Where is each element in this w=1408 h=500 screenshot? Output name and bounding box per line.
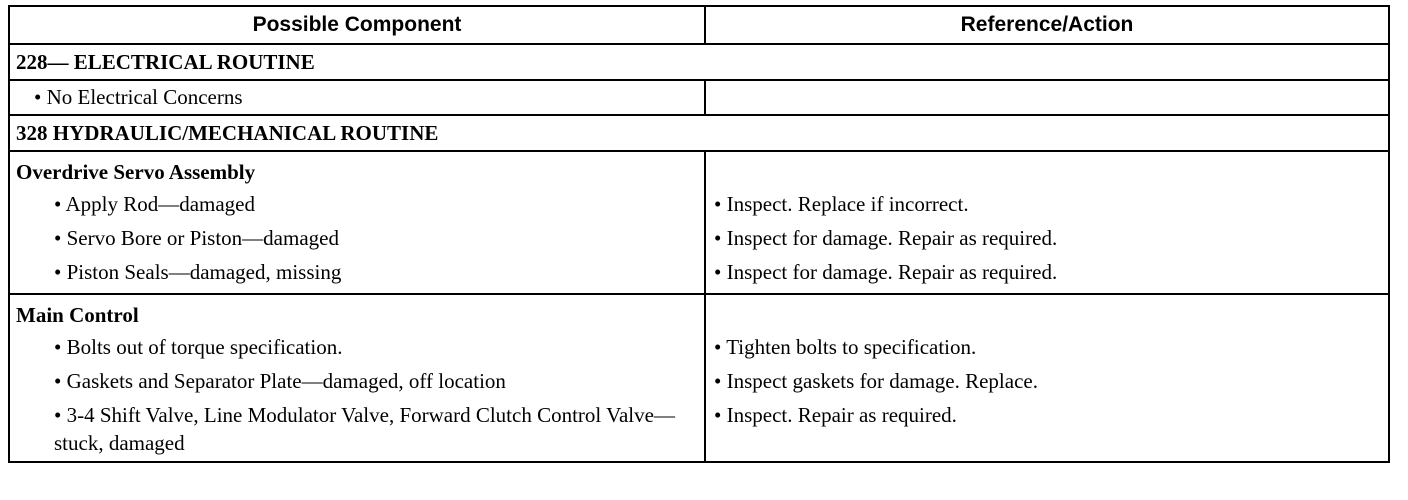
table-row	[10, 79, 1388, 114]
action-item: • Inspect for damage. Repair as required.	[714, 226, 1058, 250]
component-cell: • No Electrical Concerns	[10, 81, 706, 114]
group-row-overdrive-servo	[10, 150, 1388, 293]
action-item: • Inspect gaskets for damage. Replace.	[714, 369, 1038, 393]
list-item: • 3-4 Shift Valve, Line Modulator Valve, Forward Clutch Control Valve—stuck, damaged	[54, 403, 675, 455]
section-title-electrical: 228— ELECTRICAL ROUTINE	[16, 49, 315, 74]
component-cell	[10, 152, 706, 293]
action-cell	[706, 81, 1388, 114]
section-row-hydraulic	[10, 114, 1388, 150]
column-header-action: Reference/Action	[960, 13, 1134, 36]
action-item: • Inspect. Replace if incorrect.	[714, 192, 969, 216]
component-cell	[10, 295, 706, 461]
action-item: • Inspect. Repair as required.	[714, 403, 957, 427]
list-item: • Piston Seals—damaged, missing	[54, 260, 342, 284]
section-row-electrical	[10, 43, 1388, 79]
list-item: • Apply Rod—damaged	[54, 192, 255, 216]
action-cell	[706, 152, 1388, 293]
action-item: • Tighten bolts to specification.	[714, 335, 977, 359]
group-row-main-control	[10, 293, 1388, 461]
list-item: • Gaskets and Separator Plate—damaged, off location	[54, 369, 506, 393]
section-title-hydraulic: 328 HYDRAULIC/MECHANICAL ROUTINE	[16, 120, 439, 145]
table-header-row	[10, 7, 1388, 43]
action-item: • Inspect for damage. Repair as required.	[714, 260, 1058, 284]
group-title: Overdrive Servo Assembly	[16, 160, 256, 184]
group-title: Main Control	[16, 303, 139, 327]
diagnosis-table	[8, 5, 1390, 463]
column-header-component: Possible Component	[10, 7, 706, 43]
list-item: • Bolts out of torque specification.	[54, 335, 343, 359]
list-item: • Servo Bore or Piston—damaged	[54, 226, 339, 250]
action-cell	[706, 295, 1388, 461]
